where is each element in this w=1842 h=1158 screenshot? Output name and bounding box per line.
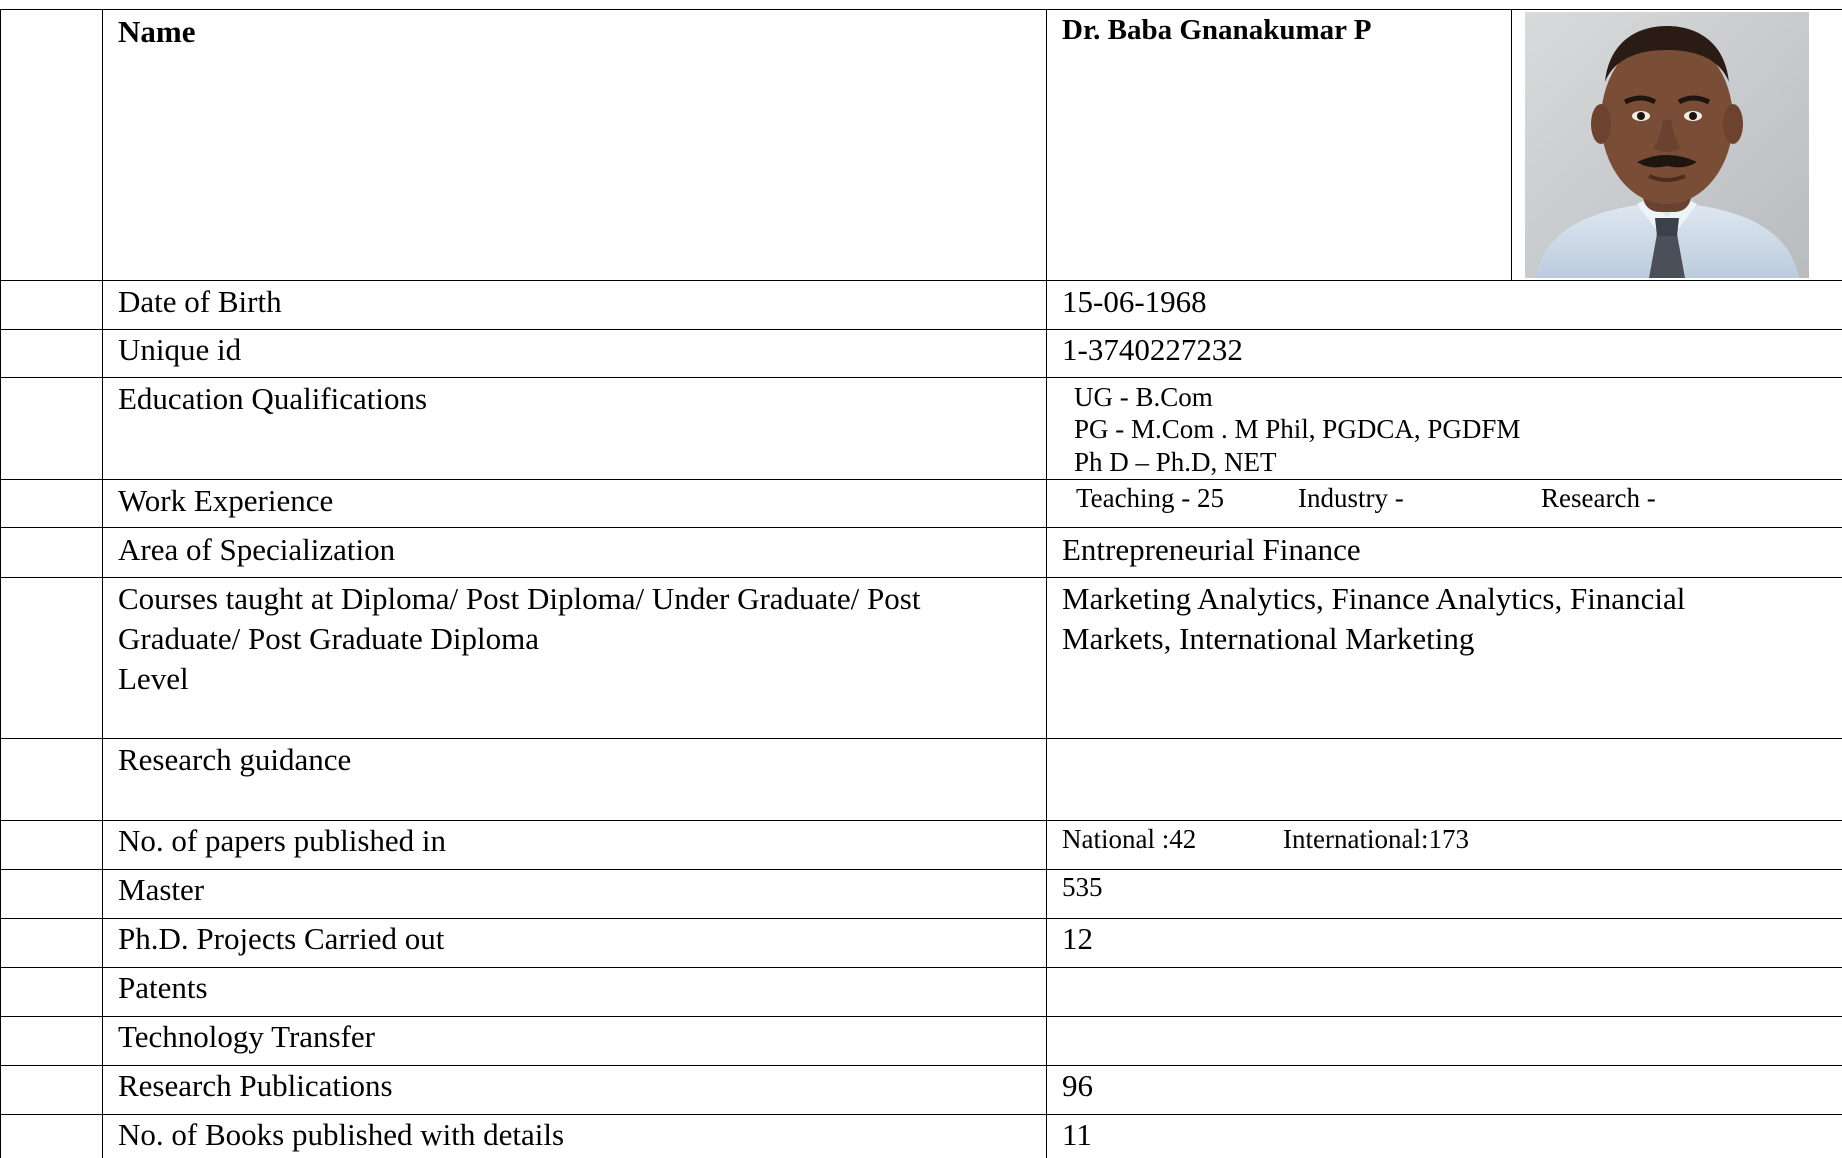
table-rule [0,329,1842,330]
row-label: Technology Transfer [118,1019,375,1054]
row-value-line: PG - M.Com . M Phil, PGDCA, PGDFM [1074,414,1521,444]
row-value-line: UG - B.Com [1074,382,1213,412]
row-label-line: Graduate/ Post Graduate Diploma [118,621,539,656]
table-rule [0,479,1842,480]
name-value: Dr. Baba Gnanakumar P [1062,14,1372,46]
row-value: 15-06-1968 [1062,284,1207,319]
table-rule [0,577,1842,578]
table-rule [0,1016,1842,1017]
row-label: No. of papers published in [118,823,447,858]
table-rule [0,280,1842,281]
row-value: 11 [1062,1117,1092,1152]
row-label: Date of Birth [118,284,282,319]
table-rule [0,967,1842,968]
table-rule [0,377,1842,378]
table-rule [102,9,103,1158]
table-rule [0,9,1842,10]
table-rule [0,1114,1842,1115]
row-label-line: Level [118,661,189,696]
row-label: Unique id [118,332,242,367]
row-value-part: Industry - [1298,483,1404,513]
row-value-line: Marketing Analytics, Finance Analytics, Financial [1062,581,1686,616]
row-value-part: Research - [1541,483,1656,513]
table-rule [0,869,1842,870]
row-value-line: Ph D – Ph.D, NET [1074,447,1277,477]
table-rule [0,9,1,1158]
table-rule [0,1065,1842,1066]
row-label: Work Experience [118,483,334,518]
row-label: Ph.D. Projects Carried out [118,921,445,956]
table-rule [1046,9,1047,1158]
table-rule [0,738,1842,739]
row-label: Area of Specialization [118,532,396,567]
row-label: No. of Books published with details [118,1117,565,1152]
portrait-photo [1525,12,1809,278]
table-rule [1511,9,1512,280]
row-label: Education Qualifications [118,381,428,416]
table-rule [0,527,1842,528]
row-value: 535 [1062,872,1103,902]
row-value: 12 [1062,921,1093,956]
row-label: Research guidance [118,742,352,777]
row-value-line: Markets, International Marketing [1062,621,1475,656]
row-value-part: Teaching - 25 [1076,483,1225,513]
row-value-part: International:173 [1283,824,1469,854]
row-label: Patents [118,970,208,1005]
row-label-line: Courses taught at Diploma/ Post Diploma/ Under Graduate/ Post [118,581,921,616]
row-value-part: National :42 [1062,824,1197,854]
table-rule [0,918,1842,919]
row-value: Entrepreneurial Finance [1062,532,1361,567]
table-rule [0,820,1842,821]
row-value: 1-3740227232 [1062,332,1243,367]
row-label: Master [118,872,205,907]
name-label: Name [118,14,196,49]
row-value: 96 [1062,1068,1093,1103]
row-label: Research Publications [118,1068,393,1103]
